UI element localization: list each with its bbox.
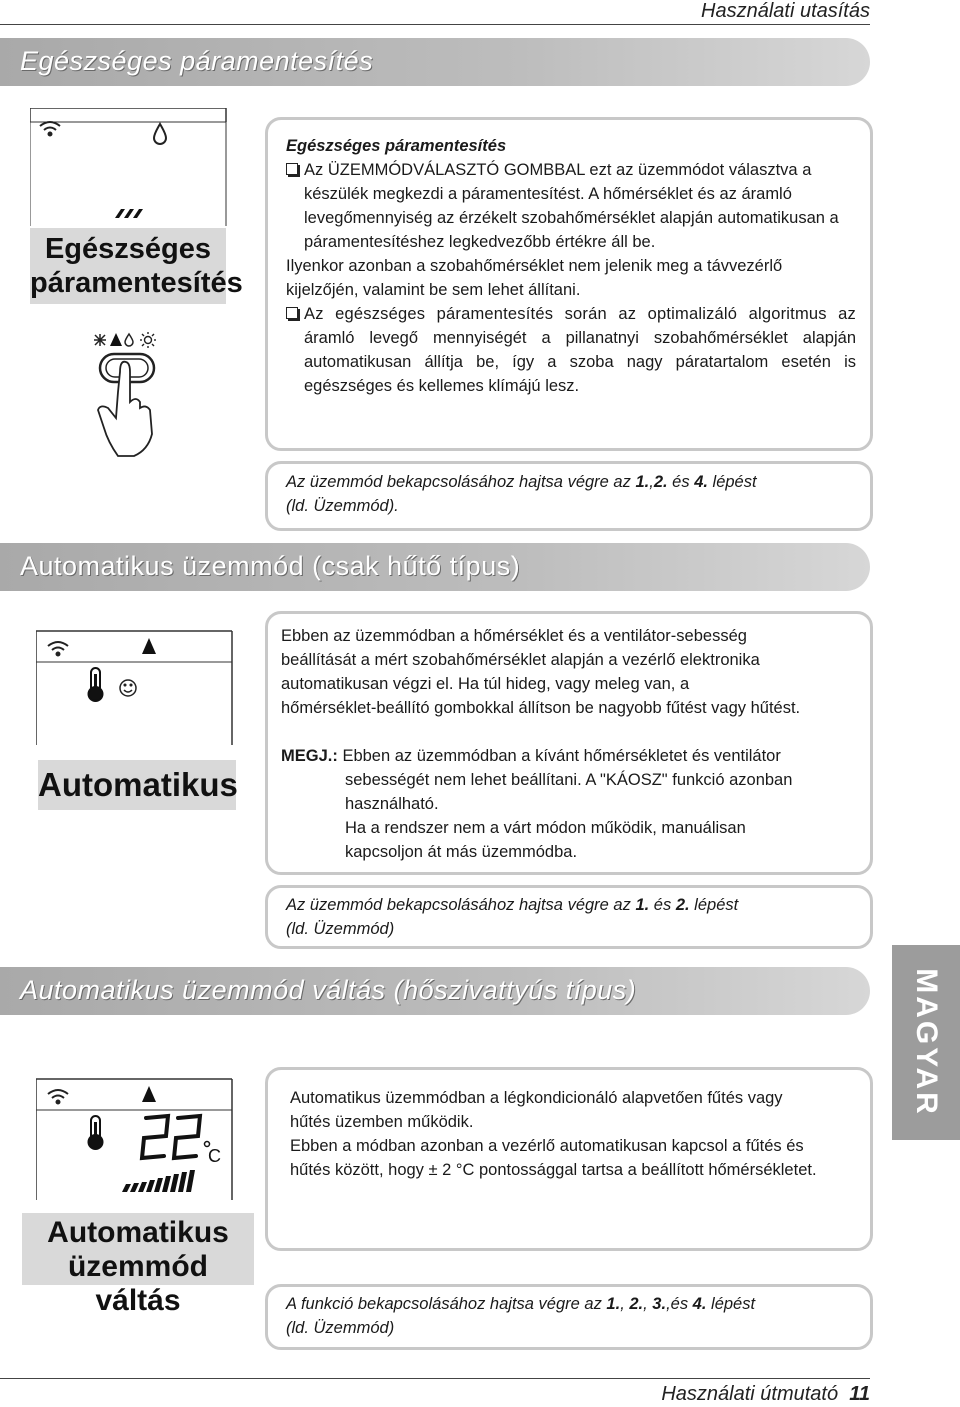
hint-panel-automatic-mode bbox=[265, 885, 873, 949]
section-title: Automatikus üzemmód váltás (hőszivattyús típus) bbox=[20, 975, 637, 1005]
panel-title: Egészséges páramentesítés bbox=[286, 137, 507, 155]
section-title: Egészséges páramentesítés bbox=[20, 46, 374, 76]
info-panel-healthy-dehumidification bbox=[265, 117, 873, 451]
para-line4: hűtés között, hogy ± 2 °C pontossággal tartsa a beállított hőmérsékletet. bbox=[290, 1161, 817, 1179]
hint-line1: Az üzemmód bekapcsolásához hajtsa végre az 1. és 2. lépést bbox=[286, 896, 739, 914]
checkbox-bullet-icon bbox=[286, 163, 298, 175]
para-line3: automatikusan végzi el. Ha túl hideg, vagy meleg van, a bbox=[281, 675, 690, 693]
temperature-digits bbox=[142, 1116, 200, 1158]
hint-line1: A funkció bekapcsolásához hajtsa végre az 1., 2., 3.,és 4. lépést bbox=[286, 1295, 756, 1313]
remote-display-illustration bbox=[36, 630, 236, 750]
section-title: Automatikus üzemmód (csak hűtő típus) bbox=[20, 551, 521, 581]
thermometer-icon bbox=[89, 668, 103, 701]
header-divider bbox=[0, 24, 870, 25]
mode-label-automatic: Automatikus bbox=[38, 760, 236, 810]
mode-button-with-finger bbox=[90, 332, 170, 462]
note-line1: MEGJ.: Ebben az üzemmódban a kívánt hőmérsékletet és ventilátor bbox=[281, 747, 781, 765]
auto-mode-icon bbox=[110, 333, 122, 346]
bullet2-line4: egészséges és kellemes klímájú lesz. bbox=[304, 377, 580, 395]
note-line5: kapcsoljon át más üzemmódba. bbox=[345, 843, 578, 861]
fan-speed-bars-icon bbox=[122, 1170, 195, 1192]
mode-label-automatic-changeover bbox=[22, 1213, 254, 1317]
hint-line2: (ld. Üzemmód) bbox=[286, 920, 395, 938]
thermometer-icon bbox=[89, 1116, 103, 1149]
note-line4: Ha a rendszer nem a várt módon működik, manuálisan bbox=[345, 819, 746, 837]
language-tab-label: MAGYAR bbox=[910, 968, 943, 1117]
hint-line2: (ld. Üzemmód) bbox=[286, 1319, 395, 1337]
bullet2-line3: automatikusan állítja be, így a szoba nagy páratartalom esetén is bbox=[304, 353, 856, 371]
para-line1: Ebben az üzemmódban a hőmérséklet és a ventilátor-sebesség bbox=[281, 627, 747, 645]
hint-line1: Az üzemmód bekapcsolásához hajtsa végre az 1.,2. és 4. lépést bbox=[286, 473, 757, 491]
sun-icon bbox=[140, 332, 156, 348]
info-panel-automatic-mode bbox=[265, 611, 873, 875]
section-banner-automatic-changeover bbox=[0, 967, 870, 1015]
bullet2-line2: áramló levegő mennyiségét a pillanatnyi szobahőmérséklet alapján bbox=[304, 329, 856, 347]
note-line3: használható. bbox=[345, 795, 439, 813]
auto-mode-icon bbox=[142, 638, 156, 654]
auto-mode-icon bbox=[142, 1086, 156, 1102]
smiley-icon bbox=[120, 680, 136, 696]
language-side-tab bbox=[892, 945, 960, 1140]
hint-panel-automatic-changeover bbox=[265, 1284, 873, 1350]
mode-label-line1: Automatikus bbox=[47, 1216, 229, 1249]
hint-line2: (ld. Üzemmód). bbox=[286, 497, 399, 515]
bullet1-line1: Az ÜZEMMÓDVÁLASZTÓ GOMBBAL ezt az üzemmódot választva a bbox=[286, 158, 856, 182]
checkbox-bullet-icon bbox=[286, 307, 298, 319]
note-line2: kijelzőjén, valamint be sem lehet állítani. bbox=[286, 281, 581, 299]
note-line2: sebességét nem lehet beállítani. A "KÁOSZ" funkció azonban bbox=[345, 771, 793, 789]
note-label: MEGJ.: bbox=[281, 747, 338, 765]
footer bbox=[661, 1383, 870, 1406]
note-line1: Ilyenkor azonban a szobahőmérséklet nem jelenik meg a távvezérlő bbox=[286, 257, 783, 275]
para-line1: Automatikus üzemmódban a légkondicionáló alapvetően fűtés vagy bbox=[290, 1089, 783, 1107]
footer-divider bbox=[0, 1378, 870, 1379]
para-line2: hűtés üzemben működik. bbox=[290, 1113, 474, 1131]
bullet1-line3: levegőmennyiség az érzékelt szobahőmérséklet alapján automatikusan a bbox=[304, 209, 839, 227]
signal-icon bbox=[48, 642, 68, 656]
mode-label-healthy-dehumidification bbox=[30, 228, 243, 304]
bullet2-line1: Az egészséges páramentesítés során az optimalizáló algoritmus az bbox=[286, 302, 856, 326]
hint-panel-healthy-dehumidification bbox=[265, 461, 873, 531]
para-line2: beállítását a mért szobahőmérséklet alapján a vezérlő elektronika bbox=[281, 651, 760, 669]
para-line4: hőmérséklet-beállító gombokkal állítson be nagyobb fűtést vagy hűtést. bbox=[281, 699, 801, 717]
signal-icon bbox=[40, 122, 60, 136]
fan-speed-bars-icon bbox=[115, 209, 143, 218]
bullet1-line2: készülék megkezdi a páramentesítést. A hőmérséklet és az áramló bbox=[304, 185, 792, 203]
para-line3: Ebben a módban azonban a vezérlő automatikusan kapcsol a fűtés és bbox=[290, 1137, 804, 1155]
info-panel-automatic-changeover bbox=[265, 1067, 873, 1251]
section-banner-automatic-mode bbox=[0, 543, 870, 591]
bullet1-line4: páramentesítéshez legkedvezőbb értékre áll be. bbox=[304, 233, 656, 251]
snowflake-icon bbox=[94, 334, 106, 346]
mode-label-line2: üzemmód váltás bbox=[67, 1250, 208, 1317]
signal-icon bbox=[48, 1090, 68, 1104]
section-banner-healthy-dehumidification bbox=[0, 38, 870, 86]
mode-label-line1: Egészséges bbox=[44, 233, 212, 265]
droplet-icon bbox=[125, 334, 133, 346]
remote-display-illustration bbox=[36, 1078, 236, 1203]
header-title: Használati utasítás bbox=[701, 0, 870, 22]
droplet-icon bbox=[154, 124, 166, 144]
mode-label-line2: páramentesítés bbox=[30, 267, 243, 299]
celsius-unit: C bbox=[208, 1146, 221, 1166]
footer-title: Használati útmutató bbox=[661, 1383, 839, 1405]
page-number: 11 bbox=[849, 1383, 870, 1405]
